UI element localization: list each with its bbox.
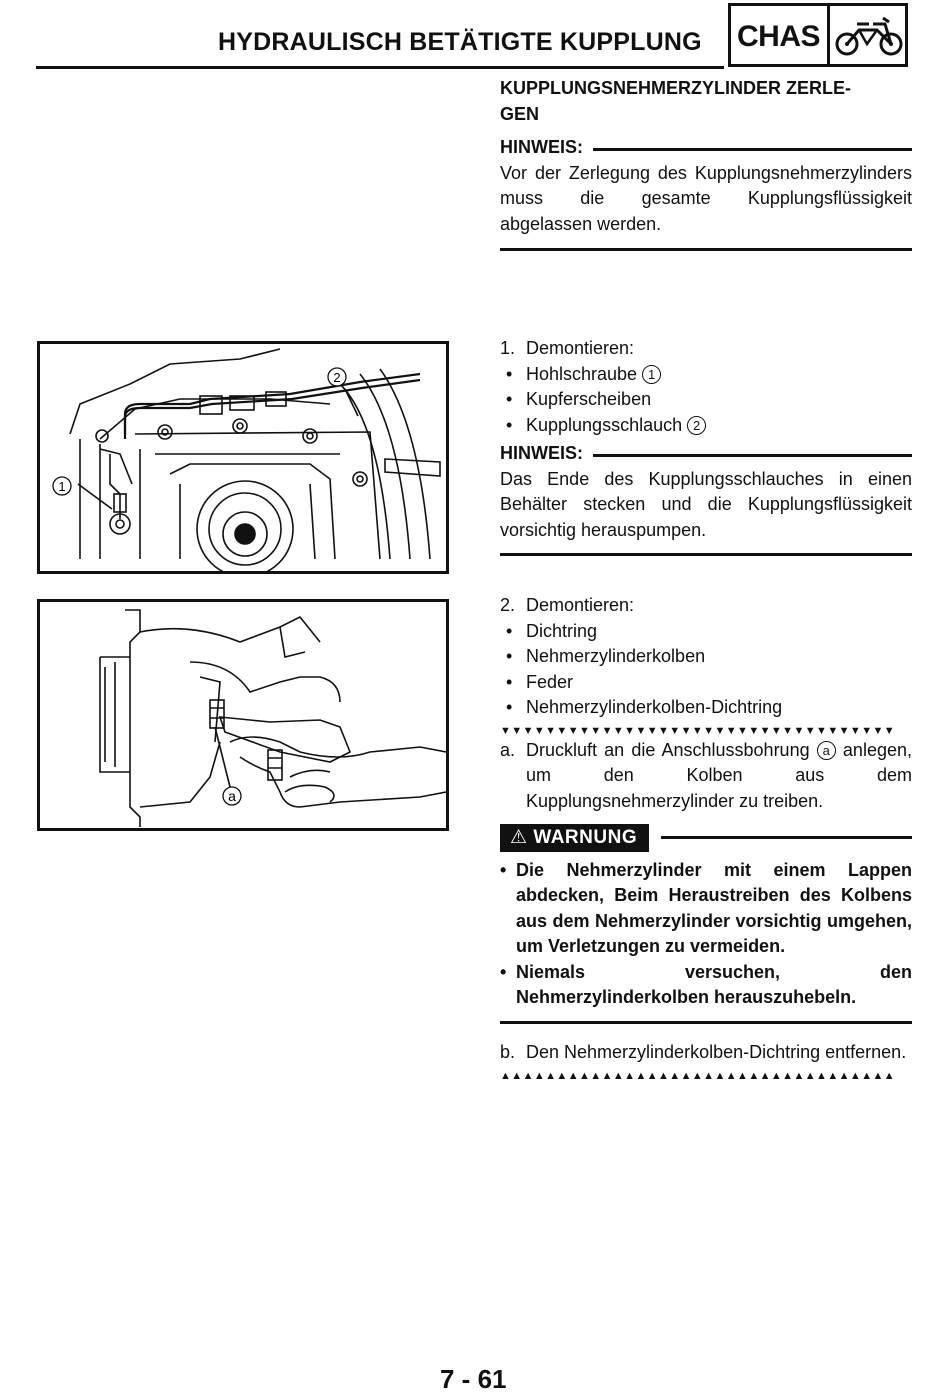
page-title: HYDRAULISCH BETÄTIGTE KUPPLUNG (218, 28, 702, 56)
chapter-badge (728, 3, 908, 67)
note-label: HINWEIS: (500, 443, 583, 463)
list-item: • Kupplungsschlauch 2 (500, 413, 912, 439)
motorcycle-icon (833, 12, 905, 60)
step-1-title-text: Demontieren: (526, 338, 635, 358)
slave-cylinder-illustration (40, 602, 446, 828)
note-header (500, 135, 912, 161)
note-rule (593, 454, 912, 457)
list-item: • Hohlschraube 1 (500, 362, 912, 388)
warning-badge (500, 824, 649, 852)
warning-icon: ⚠ (510, 827, 528, 848)
step-1-number: 1. (500, 338, 516, 358)
step-2-title (500, 593, 912, 619)
list-item: • Nehmerzylinderkolben-Dichtring (506, 697, 783, 717)
step-2-number: 2. (500, 595, 516, 615)
sub-step-a: a. Druckluft an die Anschlussbohrung a anlegen, um den Kolben aus dem Kupplungsnehmerzylinder zu treiben. (500, 739, 912, 811)
chapter-badge-label: CHAS (737, 20, 821, 53)
callout-ref-a: a (817, 741, 836, 760)
figure1-callout-2: 2 (333, 370, 341, 385)
note-rule (593, 148, 912, 151)
step-2-title-text: Demontieren: (526, 595, 635, 615)
figure2-callout-a: a (228, 788, 236, 804)
warning-item: • Die Nehmerzylinder mit einem Lappen abdecken, Beim Heraustreiben des Kolbens aus dem Nehmerzylinder vorsichtig umgehen, um Verletzungen zu vermeiden. (500, 859, 912, 956)
warning-item: • Niemals versuchen, den Nehmerzylinderkolben herauszuhebeln. (500, 961, 912, 1007)
list-item: • Kupferscheiben (506, 389, 652, 409)
note-header (500, 441, 912, 467)
figure-compressed-air (37, 599, 449, 831)
list-item: • Nehmerzylinderkolben (506, 646, 706, 666)
figure1-callout-1: 1 (58, 479, 66, 494)
callout-ref-2: 2 (687, 416, 706, 435)
step-1 (500, 336, 912, 556)
section-heading-line1: KUPPLUNGSNEHMERZYLINDER ZERLE- (500, 78, 852, 98)
sub-step-b: b. Den Nehmerzylinderkolben-Dichtring entfernen. (500, 1041, 907, 1062)
callout-ref-1: 1 (642, 365, 661, 384)
list-item: • Feder (506, 671, 574, 692)
procedure-start-marker: ▼▼▼▼▼▼▼▼▼▼▼▼▼▼▼▼▼▼▼▼▼▼▼▼▼▼▼▼▼▼▼▼▼▼▼ (500, 724, 896, 737)
step-1-title (500, 336, 912, 362)
warning-rule (661, 836, 912, 839)
section-heading-line2: GEN (500, 103, 540, 124)
figure-hose-bolt (37, 341, 449, 574)
warning-label: WARNUNG (533, 827, 638, 848)
header-rule (36, 66, 724, 69)
note-end-rule (500, 248, 912, 251)
step-2 (500, 593, 912, 1083)
page-number: 7 - 61 (440, 1364, 507, 1394)
note-text: Das Ende des Kupplungsschlauches in einen Behälter stecken und die Kupplungsflüssigkeit vorsichtig herauspumpen. (500, 468, 912, 540)
list-item: • Dichtring (506, 620, 598, 641)
warning-end-rule (500, 1021, 912, 1024)
badge-divider (827, 6, 830, 64)
note-label: HINWEIS: (500, 137, 583, 157)
procedure-end-marker: ▲▲▲▲▲▲▲▲▲▲▲▲▲▲▲▲▲▲▲▲▲▲▲▲▲▲▲▲▲▲▲▲▲▲▲ (500, 1070, 896, 1082)
warning-header (500, 824, 912, 852)
note-text: Vor der Zerlegung des Kupplungsnehmerzylinders muss die gesamte Kupplungsflüssigkeit abgelassen werden. (500, 162, 912, 234)
engine-illustration (40, 344, 446, 571)
note-end-rule (500, 553, 912, 556)
section-disassembly (500, 76, 912, 251)
